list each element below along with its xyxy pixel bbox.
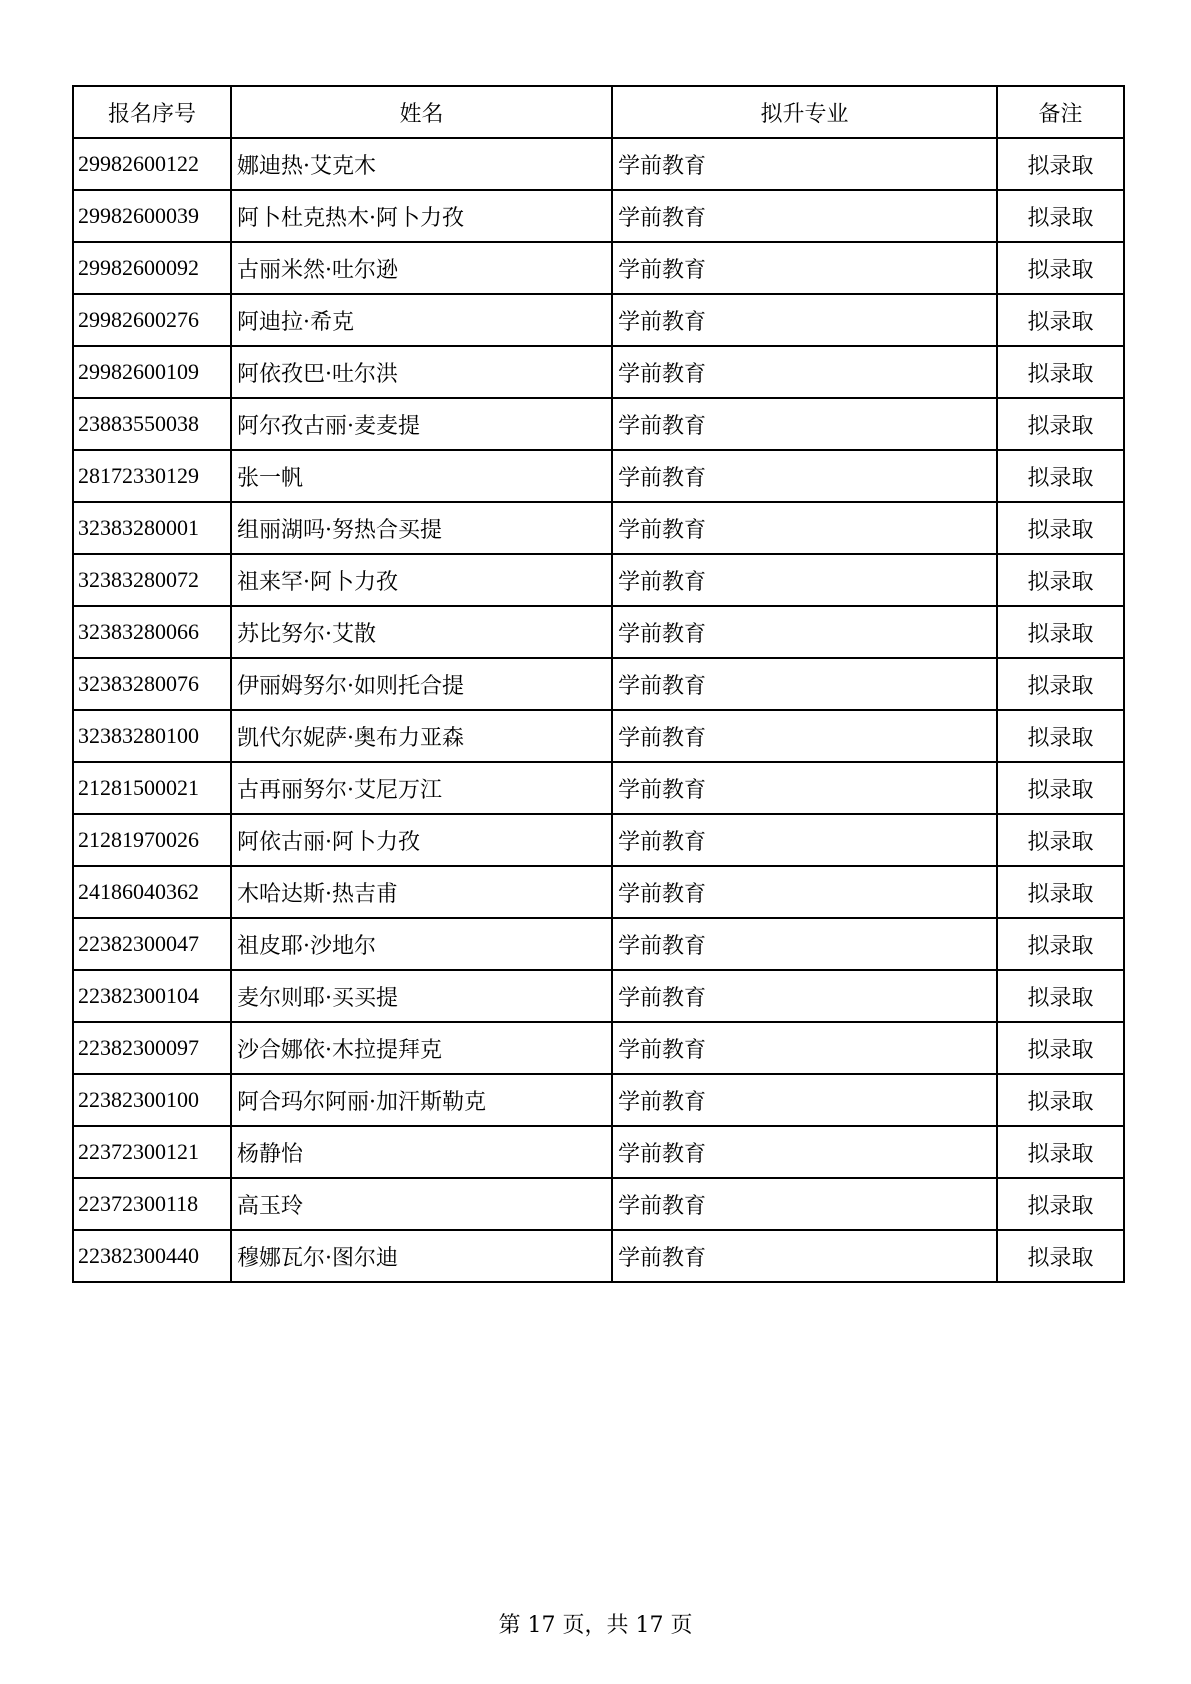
page-number-footer: 第 17 页，共 17 页 [498,1613,693,1638]
name-cell: 阿依古丽·阿卜力孜 [231,814,612,866]
table-row [73,554,1124,606]
registration-number-cell: 32383280001 [73,502,231,554]
major-cell: 学前教育 [612,970,997,1022]
remark-cell: 拟录取 [997,918,1124,970]
name-cell: 阿卜杜克热木·阿卜力孜 [231,190,612,242]
registration-number-cell: 23883550038 [73,398,231,450]
registration-number-cell: 32383280072 [73,554,231,606]
name-cell: 凯代尔妮萨·奥布力亚森 [231,710,612,762]
remark-cell: 拟录取 [997,970,1124,1022]
major-cell: 学前教育 [612,606,997,658]
registration-number-cell: 32383280100 [73,710,231,762]
remark-cell: 拟录取 [997,242,1124,294]
header-name: 姓名 [231,86,612,138]
major-cell: 学前教育 [612,1178,997,1230]
name-cell: 张一帆 [231,450,612,502]
table-row [73,1126,1124,1178]
header-remark: 备注 [997,86,1124,138]
table-row [73,1022,1124,1074]
table-row [73,762,1124,814]
table-row [73,502,1124,554]
major-cell: 学前教育 [612,138,997,190]
major-cell: 学前教育 [612,242,997,294]
remark-cell: 拟录取 [997,398,1124,450]
major-cell: 学前教育 [612,346,997,398]
remark-cell: 拟录取 [997,502,1124,554]
major-cell: 学前教育 [612,1074,997,1126]
table-row [73,970,1124,1022]
header-major: 拟升专业 [612,86,997,138]
remark-cell: 拟录取 [997,138,1124,190]
table-row [73,294,1124,346]
header-row [73,86,1124,138]
registration-number-cell: 29982600122 [73,138,231,190]
table-row [73,1178,1124,1230]
remark-cell: 拟录取 [997,1022,1124,1074]
major-cell: 学前教育 [612,398,997,450]
remark-cell: 拟录取 [997,814,1124,866]
remark-cell: 拟录取 [997,866,1124,918]
table-row [73,658,1124,710]
header-registration-number: 报名序号 [73,86,231,138]
admission-table [72,85,1125,1283]
remark-cell: 拟录取 [997,1178,1124,1230]
name-cell: 娜迪热·艾克木 [231,138,612,190]
major-cell: 学前教育 [612,294,997,346]
major-cell: 学前教育 [612,1022,997,1074]
table-row [73,1074,1124,1126]
name-cell: 祖来罕·阿卜力孜 [231,554,612,606]
registration-number-cell: 22382300440 [73,1230,231,1282]
name-cell: 阿合玛尔阿丽·加汗斯勒克 [231,1074,612,1126]
remark-cell: 拟录取 [997,1074,1124,1126]
table-row [73,346,1124,398]
major-cell: 学前教育 [612,918,997,970]
major-cell: 学前教育 [612,866,997,918]
table-row [73,710,1124,762]
registration-number-cell: 32383280066 [73,606,231,658]
major-cell: 学前教育 [612,814,997,866]
table-row [73,398,1124,450]
major-cell: 学前教育 [612,658,997,710]
name-cell: 沙合娜依·木拉提拜克 [231,1022,612,1074]
name-cell: 麦尔则耶·买买提 [231,970,612,1022]
table-row [73,814,1124,866]
major-cell: 学前教育 [612,450,997,502]
name-cell: 高玉玲 [231,1178,612,1230]
table-row [73,1230,1124,1282]
name-cell: 穆娜瓦尔·图尔迪 [231,1230,612,1282]
registration-number-cell: 22382300097 [73,1022,231,1074]
major-cell: 学前教育 [612,1230,997,1282]
registration-number-cell: 21281970026 [73,814,231,866]
registration-number-cell: 29982600092 [73,242,231,294]
table-row [73,450,1124,502]
major-cell: 学前教育 [612,762,997,814]
major-cell: 学前教育 [612,554,997,606]
registration-number-cell: 22382300047 [73,918,231,970]
registration-number-cell: 24186040362 [73,866,231,918]
remark-cell: 拟录取 [997,450,1124,502]
name-cell: 阿尔孜古丽·麦麦提 [231,398,612,450]
remark-cell: 拟录取 [997,190,1124,242]
table-row [73,190,1124,242]
registration-number-cell: 22382300104 [73,970,231,1022]
table-row [73,606,1124,658]
remark-cell: 拟录取 [997,346,1124,398]
table-header [73,86,1124,138]
registration-number-cell: 29982600276 [73,294,231,346]
registration-number-cell: 28172330129 [73,450,231,502]
name-cell: 祖皮耶·沙地尔 [231,918,612,970]
registration-number-cell: 22372300121 [73,1126,231,1178]
remark-cell: 拟录取 [997,762,1124,814]
table-row [73,918,1124,970]
name-cell: 伊丽姆努尔·如则托合提 [231,658,612,710]
remark-cell: 拟录取 [997,710,1124,762]
remark-cell: 拟录取 [997,606,1124,658]
major-cell: 学前教育 [612,1126,997,1178]
registration-number-cell: 32383280076 [73,658,231,710]
name-cell: 古丽米然·吐尔逊 [231,242,612,294]
name-cell: 组丽湖吗·努热合买提 [231,502,612,554]
major-cell: 学前教育 [612,502,997,554]
registration-number-cell: 22372300118 [73,1178,231,1230]
name-cell: 苏比努尔·艾散 [231,606,612,658]
table-row [73,866,1124,918]
remark-cell: 拟录取 [997,554,1124,606]
table-row [73,242,1124,294]
remark-cell: 拟录取 [997,658,1124,710]
remark-cell: 拟录取 [997,1126,1124,1178]
table-body [73,138,1124,1282]
name-cell: 杨静怡 [231,1126,612,1178]
registration-number-cell: 29982600109 [73,346,231,398]
name-cell: 古再丽努尔·艾尼万江 [231,762,612,814]
registration-number-cell: 22382300100 [73,1074,231,1126]
registration-number-cell: 29982600039 [73,190,231,242]
remark-cell: 拟录取 [997,1230,1124,1282]
table-row [73,138,1124,190]
remark-cell: 拟录取 [997,294,1124,346]
name-cell: 木哈达斯·热吉甫 [231,866,612,918]
major-cell: 学前教育 [612,190,997,242]
name-cell: 阿依孜巴·吐尔洪 [231,346,612,398]
major-cell: 学前教育 [612,710,997,762]
registration-number-cell: 21281500021 [73,762,231,814]
name-cell: 阿迪拉·希克 [231,294,612,346]
